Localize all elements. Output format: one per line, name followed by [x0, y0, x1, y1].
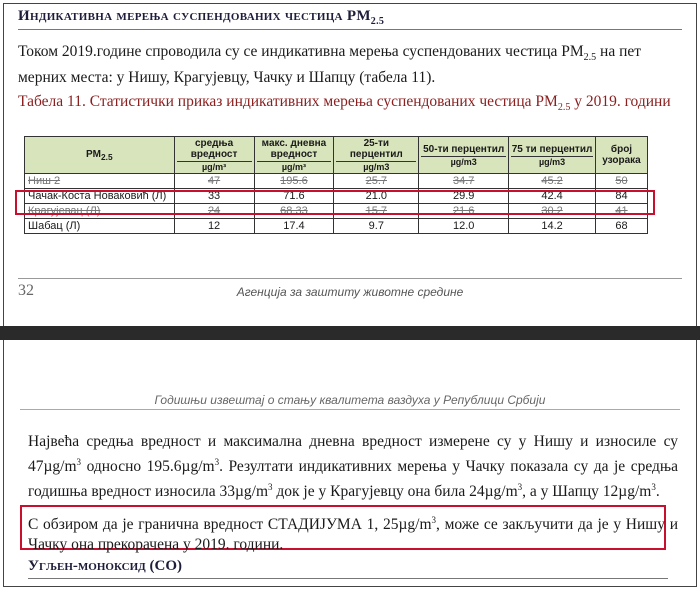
- page-separator: [0, 326, 700, 340]
- cell-max: 195.6: [254, 174, 334, 189]
- agency-footer: Агенција за заштиту животне средине: [236, 285, 464, 299]
- highlight-box-cacak-row: [15, 190, 655, 215]
- table-row-nis: [25, 174, 648, 189]
- cell-location: Чачак-Коста Новаковић (Л): [25, 189, 175, 204]
- cell-location: Шабац (Л): [25, 219, 175, 234]
- cell-p75: 30.2: [509, 204, 596, 219]
- report-header: Годишњи извештај о стању квалитета ваздуха у Републици Србији: [154, 393, 546, 407]
- cell-max: 71.6: [254, 189, 334, 204]
- header-p75: 75 ти перцентил µg/m3: [509, 137, 596, 174]
- header-mean: средња вредност µg/m³: [174, 137, 254, 174]
- header-p25: 25-ти перцентил µg/m3: [334, 137, 419, 174]
- header-max: макс. дневна вредност µg/m³: [254, 137, 334, 174]
- findings-paragraph: Највећа средња вредност и максимална дневна вредност измерене су у Нишу и износиле су $47\mu g/m^3$ односно $195.6\mu g/m^3$. Резултати индикативних мерења у Чачку показала су да је средња годишња вредност износила $33\mu g/m^3$ док је у Крагујевцу она била $24\mu g/m^3$, а у Шапцу $12\mu g/m^3$.: [28, 433, 678, 501]
- cell-p50: 12.0: [419, 219, 509, 234]
- co-heading-divider: [28, 578, 668, 579]
- cell-count: 41: [595, 204, 647, 219]
- footer-divider: [18, 278, 682, 279]
- header-pm: $PM_{2.5}$: [25, 137, 175, 174]
- cell-max: 17.4: [254, 219, 334, 234]
- cell-max: 68.33: [254, 204, 334, 219]
- cell-p25: 9.7: [334, 219, 419, 234]
- cell-p25: 15.7: [334, 204, 419, 219]
- cell-p50: 34.7: [419, 174, 509, 189]
- co-section-heading: Угљен-моноксид (CO): [28, 558, 182, 574]
- cell-location: Ниш 2: [25, 174, 175, 189]
- cell-count: 50: [595, 174, 647, 189]
- header-p50: 50-ти перцентил µg/m3: [419, 137, 509, 174]
- table-row-sabac: [25, 219, 648, 234]
- conclusion-paragraph: С обзиром да је гранична вредност СТАДИЈУМА 1, $25\mu g/m^3$, може се закључити да је у Нишу и Чачку она прекорачена у 2019. години.: [28, 515, 678, 554]
- cell-mean: 24: [174, 204, 254, 219]
- table-caption: Табела 11. Статистички приказ индикативних мерења суспендованих честица $PM_{2.5}$ у 2019. години: [18, 93, 671, 114]
- cell-p75: 45.2: [509, 174, 596, 189]
- section-title: Индикативна мерења суспендованих честица $PM_{2.5}$: [18, 8, 682, 30]
- page-number: 32: [18, 282, 34, 299]
- cell-p25: 25.7: [334, 174, 419, 189]
- cell-mean: 12: [174, 219, 254, 234]
- cell-mean: 33: [174, 189, 254, 204]
- cell-p50: 29.9: [419, 189, 509, 204]
- cell-mean: 47: [174, 174, 254, 189]
- table-header-row: [25, 137, 648, 174]
- cell-p75: 42.4: [509, 189, 596, 204]
- cell-p75: 14.2: [509, 219, 596, 234]
- cell-location: Крагујевац (Л): [25, 204, 175, 219]
- cell-p50: 21.6: [419, 204, 509, 219]
- cell-p25: 21.0: [334, 189, 419, 204]
- intro-paragraph: Током 2019.године спроводила су се индикативна мерења суспендованих честица $PM_{2.5}$ на пет мерних места: у Нишу, Крагујевцу, Чачку и Шапцу (табела 11).: [18, 43, 642, 87]
- header-divider: [20, 409, 680, 410]
- pm25-statistics-table: [24, 136, 648, 234]
- cell-count: 68: [595, 219, 647, 234]
- cell-count: 84: [595, 189, 647, 204]
- header-count: број узорака: [595, 137, 647, 174]
